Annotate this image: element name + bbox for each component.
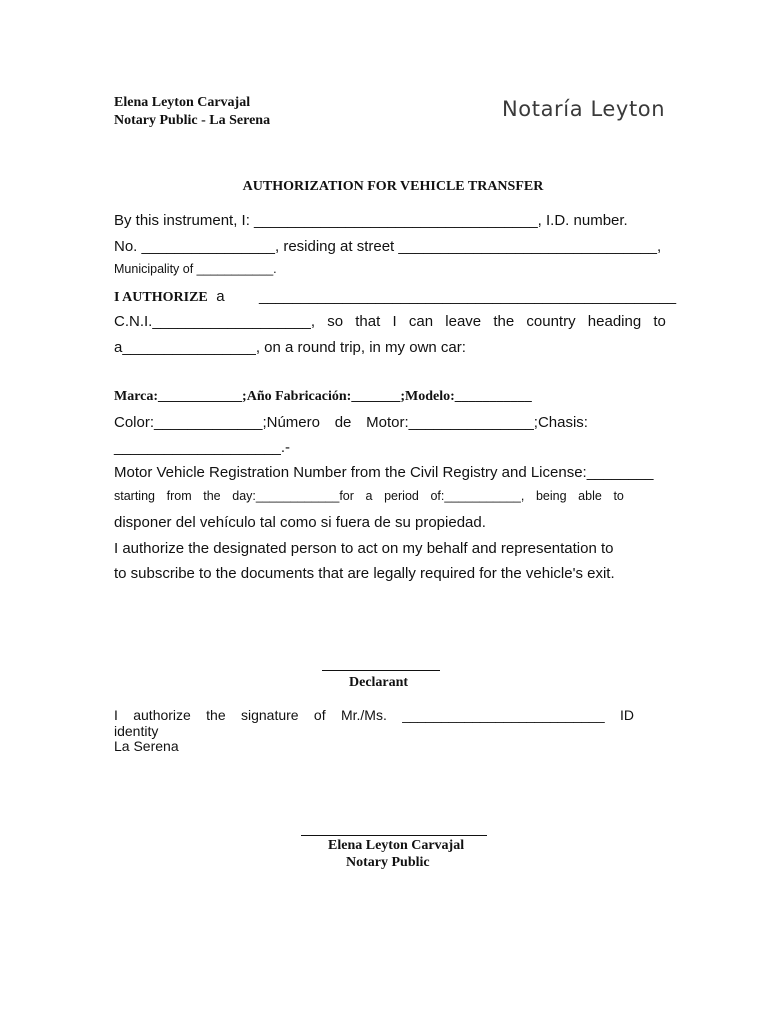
body-line-11 <box>114 489 624 503</box>
authorize-label: I AUTHORIZE <box>114 290 208 305</box>
notary-role: Notary Public - La Serena <box>114 113 271 128</box>
word: of:___________, <box>430 489 525 503</box>
word: authorize <box>133 707 191 723</box>
word: that <box>355 313 381 330</box>
word: I <box>392 313 397 330</box>
word: __________________________ <box>402 707 605 723</box>
word: C.N.I.___________________, <box>114 313 316 330</box>
word: I <box>114 707 118 723</box>
body-line-13: I authorize the designated person to act on my behalf and representation to <box>114 540 614 557</box>
word: of <box>313 707 326 723</box>
word: heading <box>587 313 642 330</box>
word: can <box>408 313 434 330</box>
word: signature <box>240 707 299 723</box>
authorization-line-1 <box>114 707 634 723</box>
word: from <box>166 489 192 503</box>
notary-name: Elena Leyton Carvajal <box>114 95 251 110</box>
word: to <box>653 313 666 330</box>
body-line-10: Motor Vehicle Registration Number from the Civil Registry and License:________ <box>114 464 654 481</box>
notary-logo: Notaría Leyton <box>502 97 666 121</box>
word: so <box>327 313 344 330</box>
body-line-12: disponer del vehículo tal como si fuera de su propiedad. <box>114 514 486 531</box>
vehicle-line-2 <box>114 414 588 431</box>
word: Color:_____________;Número <box>114 414 320 431</box>
word: to <box>613 489 624 503</box>
body-line-2: No. ________________, residing at street _______________________________, <box>114 238 662 255</box>
notary-signature-name: Elena Leyton Carvajal <box>328 838 465 853</box>
body-line-3: Municipality of ___________. <box>114 262 277 276</box>
body-line-6: a________________, on a round trip, in my own car: <box>114 339 466 356</box>
body-line-5 <box>114 313 666 330</box>
vehicle-line-3: ____________________.- <box>114 439 291 456</box>
document-title: AUTHORIZATION FOR VEHICLE TRANSFER <box>242 179 544 194</box>
declarant-label: Declarant <box>349 675 409 690</box>
word: Mr./Ms. <box>340 707 387 723</box>
vehicle-line-1: Marca:____________;Año Fabricación:_______;Modelo:___________ <box>114 389 532 404</box>
notary-signature-line <box>301 835 487 836</box>
word: Motor:_______________;Chasis: <box>366 414 588 431</box>
word: the <box>203 489 221 503</box>
word: a <box>365 489 373 503</box>
authorize-blank: __________________________________________________ <box>259 288 677 305</box>
word: able <box>578 489 602 503</box>
word: leave <box>445 313 482 330</box>
word: period <box>384 489 419 503</box>
authorization-line-2: identity <box>114 723 159 739</box>
body-line-14: to subscribe to the documents that are legally required for the vehicle's exit. <box>114 565 615 582</box>
authorize-a: a <box>216 288 225 305</box>
word: being <box>535 489 567 503</box>
body-line-1: By this instrument, I: __________________________________, I.D. number. <box>114 212 628 229</box>
word: ID <box>619 707 634 723</box>
word: country <box>526 313 576 330</box>
word: starting <box>114 489 155 503</box>
declarant-signature-line <box>322 670 440 671</box>
word: day:____________for <box>232 489 354 503</box>
word: de <box>334 414 352 431</box>
word: the <box>206 707 226 723</box>
notary-signature-role: Notary Public <box>346 855 430 870</box>
body-line-4 <box>114 288 676 306</box>
authorization-city: La Serena <box>114 738 179 754</box>
word: the <box>493 313 515 330</box>
